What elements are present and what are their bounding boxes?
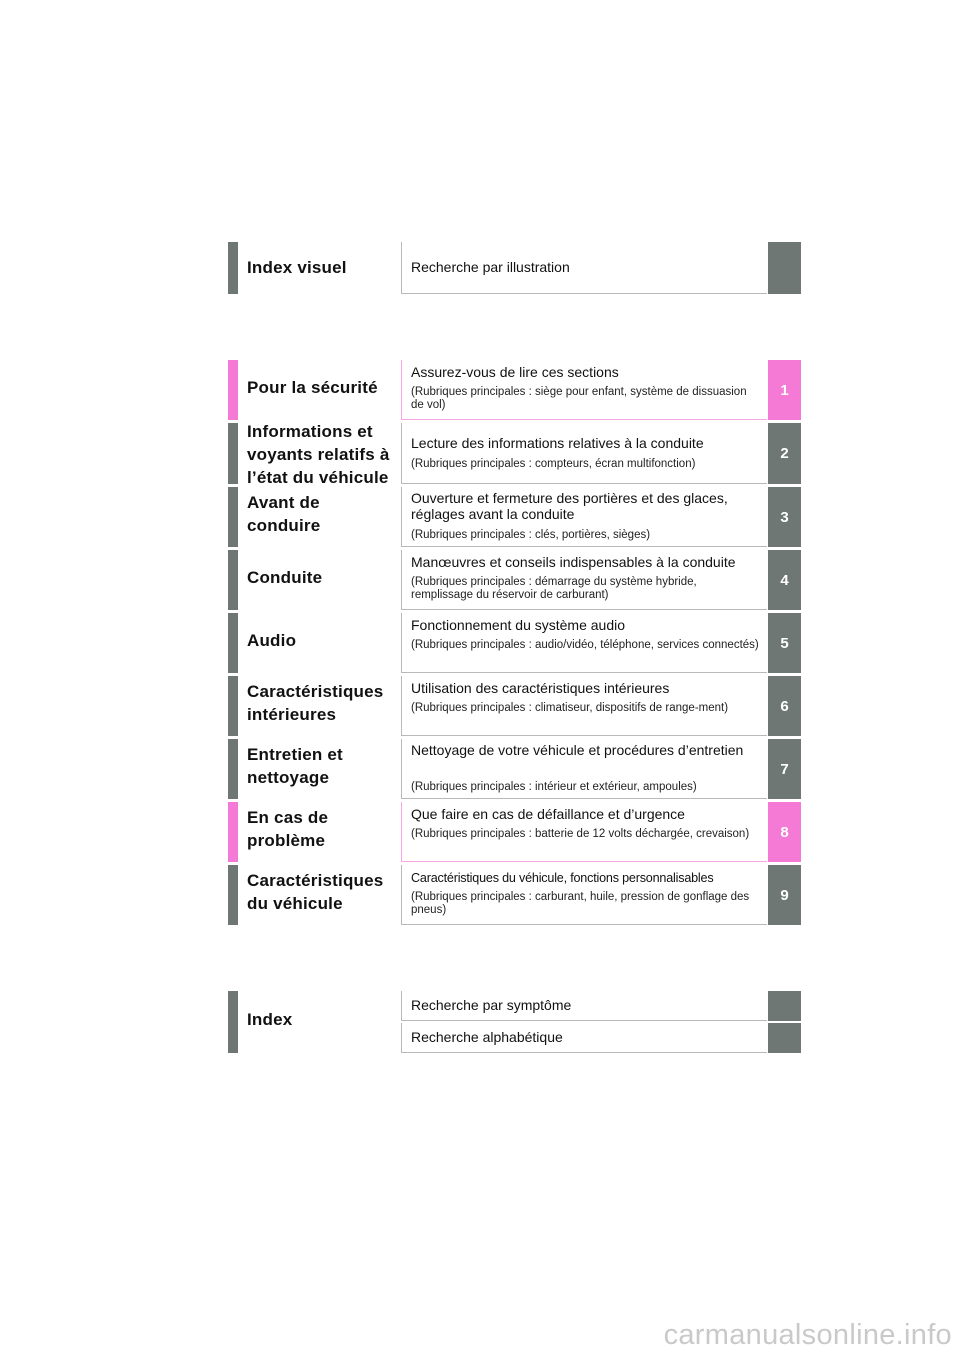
index-tab-symptom[interactable] <box>768 991 801 1021</box>
chapter-description <box>401 865 767 925</box>
index-entry-label: Recherche alphabétique <box>411 1029 563 1045</box>
chapter-sub-text: (Rubriques principales : climatiseur, dispositifs de range-ment) <box>411 702 729 714</box>
chapter-tab-3[interactable]: 3 <box>768 487 801 547</box>
chapter-title: Caractéristiques intérieures <box>247 682 384 724</box>
index-row <box>228 991 801 1053</box>
chapter-main-text: Nettoyage de votre véhicule et procédures d’entretien <box>411 742 744 758</box>
chapter-row-8[interactable] <box>228 802 801 862</box>
chapter-sub-text: (Rubriques principales : compteurs, écran multifonction) <box>411 458 696 470</box>
chapter-row-7[interactable] <box>228 739 801 799</box>
chapter-description <box>401 613 767 673</box>
chapter-main-text: Lecture des informations relatives à la conduite <box>411 435 704 451</box>
chapter-bar <box>228 739 238 799</box>
chapter-bar <box>228 487 238 547</box>
chapter-main-text: Caractéristiques du véhicule, fonctions personnalisables <box>411 871 714 885</box>
index-title: Index <box>247 1010 293 1029</box>
chapter-title: Conduite <box>247 568 323 587</box>
section-tab[interactable] <box>768 242 801 294</box>
chapter-sub-text: (Rubriques principales : carburant, huile, pression de gonflage des pneus) <box>411 891 750 916</box>
chapter-title: Audio <box>247 631 297 650</box>
chapter-row-5[interactable] <box>228 613 801 673</box>
chapter-bar <box>228 550 238 610</box>
chapter-bar <box>228 802 238 862</box>
chapter-bar <box>228 865 238 925</box>
index-entry-symptom[interactable] <box>401 991 767 1021</box>
section-description <box>401 242 767 294</box>
visual-index-row[interactable] <box>228 242 801 294</box>
chapter-tab-8[interactable]: 8 <box>768 802 801 862</box>
chapter-row-1[interactable] <box>228 360 801 420</box>
chapter-sub-text: (Rubriques principales : audio/vidéo, téléphone, services connectés) <box>411 639 759 651</box>
chapter-tab-7[interactable]: 7 <box>768 739 801 799</box>
section-main-text: Recherche par illustration <box>411 259 570 275</box>
chapter-main-text: Ouverture et fermeture des portières et des glaces, réglages avant la conduite <box>411 490 728 522</box>
chapter-row-9[interactable] <box>228 865 801 925</box>
chapter-bar <box>228 613 238 673</box>
chapter-sub-text: (Rubriques principales : batterie de 12 volts déchargée, crevaison) <box>411 828 750 840</box>
chapter-main-text: Que faire en cas de défaillance et d’urgence <box>411 806 685 822</box>
chapter-main-text: Utilisation des caractéristiques intérieures <box>411 680 670 696</box>
chapter-bar <box>228 360 238 420</box>
index-tab-alphabetical[interactable] <box>768 1023 801 1053</box>
chapter-description <box>401 423 767 484</box>
chapter-row-2[interactable] <box>228 422 801 487</box>
chapter-sub-text: (Rubriques principales : démarrage du système hybride, remplissage du réservoir de carburant) <box>411 576 697 601</box>
chapter-bar <box>228 423 238 484</box>
chapter-title: Entretien et nettoyage <box>247 745 343 787</box>
chapter-main-text: Assurez-vous de lire ces sections <box>411 364 619 380</box>
section-title: Index visuel <box>247 258 347 277</box>
chapter-description <box>401 487 767 547</box>
chapter-row-6[interactable] <box>228 676 801 736</box>
chapter-sub-text: (Rubriques principales : clés, portières, sièges) <box>411 529 651 541</box>
chapter-tab-5[interactable]: 5 <box>768 613 801 673</box>
chapter-title: Caractéristiques du véhicule <box>247 871 384 913</box>
chapter-title: Avant de conduire <box>247 493 321 535</box>
chapter-sub-text: (Rubriques principales : intérieur et extérieur, ampoules) <box>411 781 697 793</box>
chapter-description <box>401 550 767 610</box>
chapter-main-text: Manœuvres et conseils indispensables à la conduite <box>411 554 736 570</box>
watermark: carmanualsonline.info <box>663 1319 952 1351</box>
chapter-sub-text: (Rubriques principales : siège pour enfant, système de dissuasion de vol) <box>411 386 747 411</box>
index-entry-alphabetical[interactable] <box>401 1023 767 1053</box>
index-entry-label: Recherche par symptôme <box>411 997 572 1013</box>
chapter-title: En cas de problème <box>247 808 329 850</box>
chapter-description <box>401 676 767 736</box>
chapter-bar <box>228 676 238 736</box>
chapter-description <box>401 739 767 799</box>
chapter-main-text: Fonctionnement du système audio <box>411 617 626 633</box>
chapter-row-4[interactable] <box>228 550 801 610</box>
chapter-description <box>401 360 767 420</box>
chapter-title: Informations et voyants relatifs à l’état du véhicule <box>247 422 390 487</box>
chapter-tab-2[interactable]: 2 <box>768 423 801 484</box>
index-bar <box>228 991 238 1053</box>
chapter-tab-4[interactable]: 4 <box>768 550 801 610</box>
section-bar <box>228 242 238 294</box>
chapter-tab-1[interactable]: 1 <box>768 360 801 420</box>
chapter-title: Pour la sécurité <box>247 378 378 397</box>
chapter-description <box>401 802 767 862</box>
chapter-tab-9[interactable]: 9 <box>768 865 801 925</box>
chapter-tab-6[interactable]: 6 <box>768 676 801 736</box>
chapter-row-3[interactable] <box>228 487 801 547</box>
